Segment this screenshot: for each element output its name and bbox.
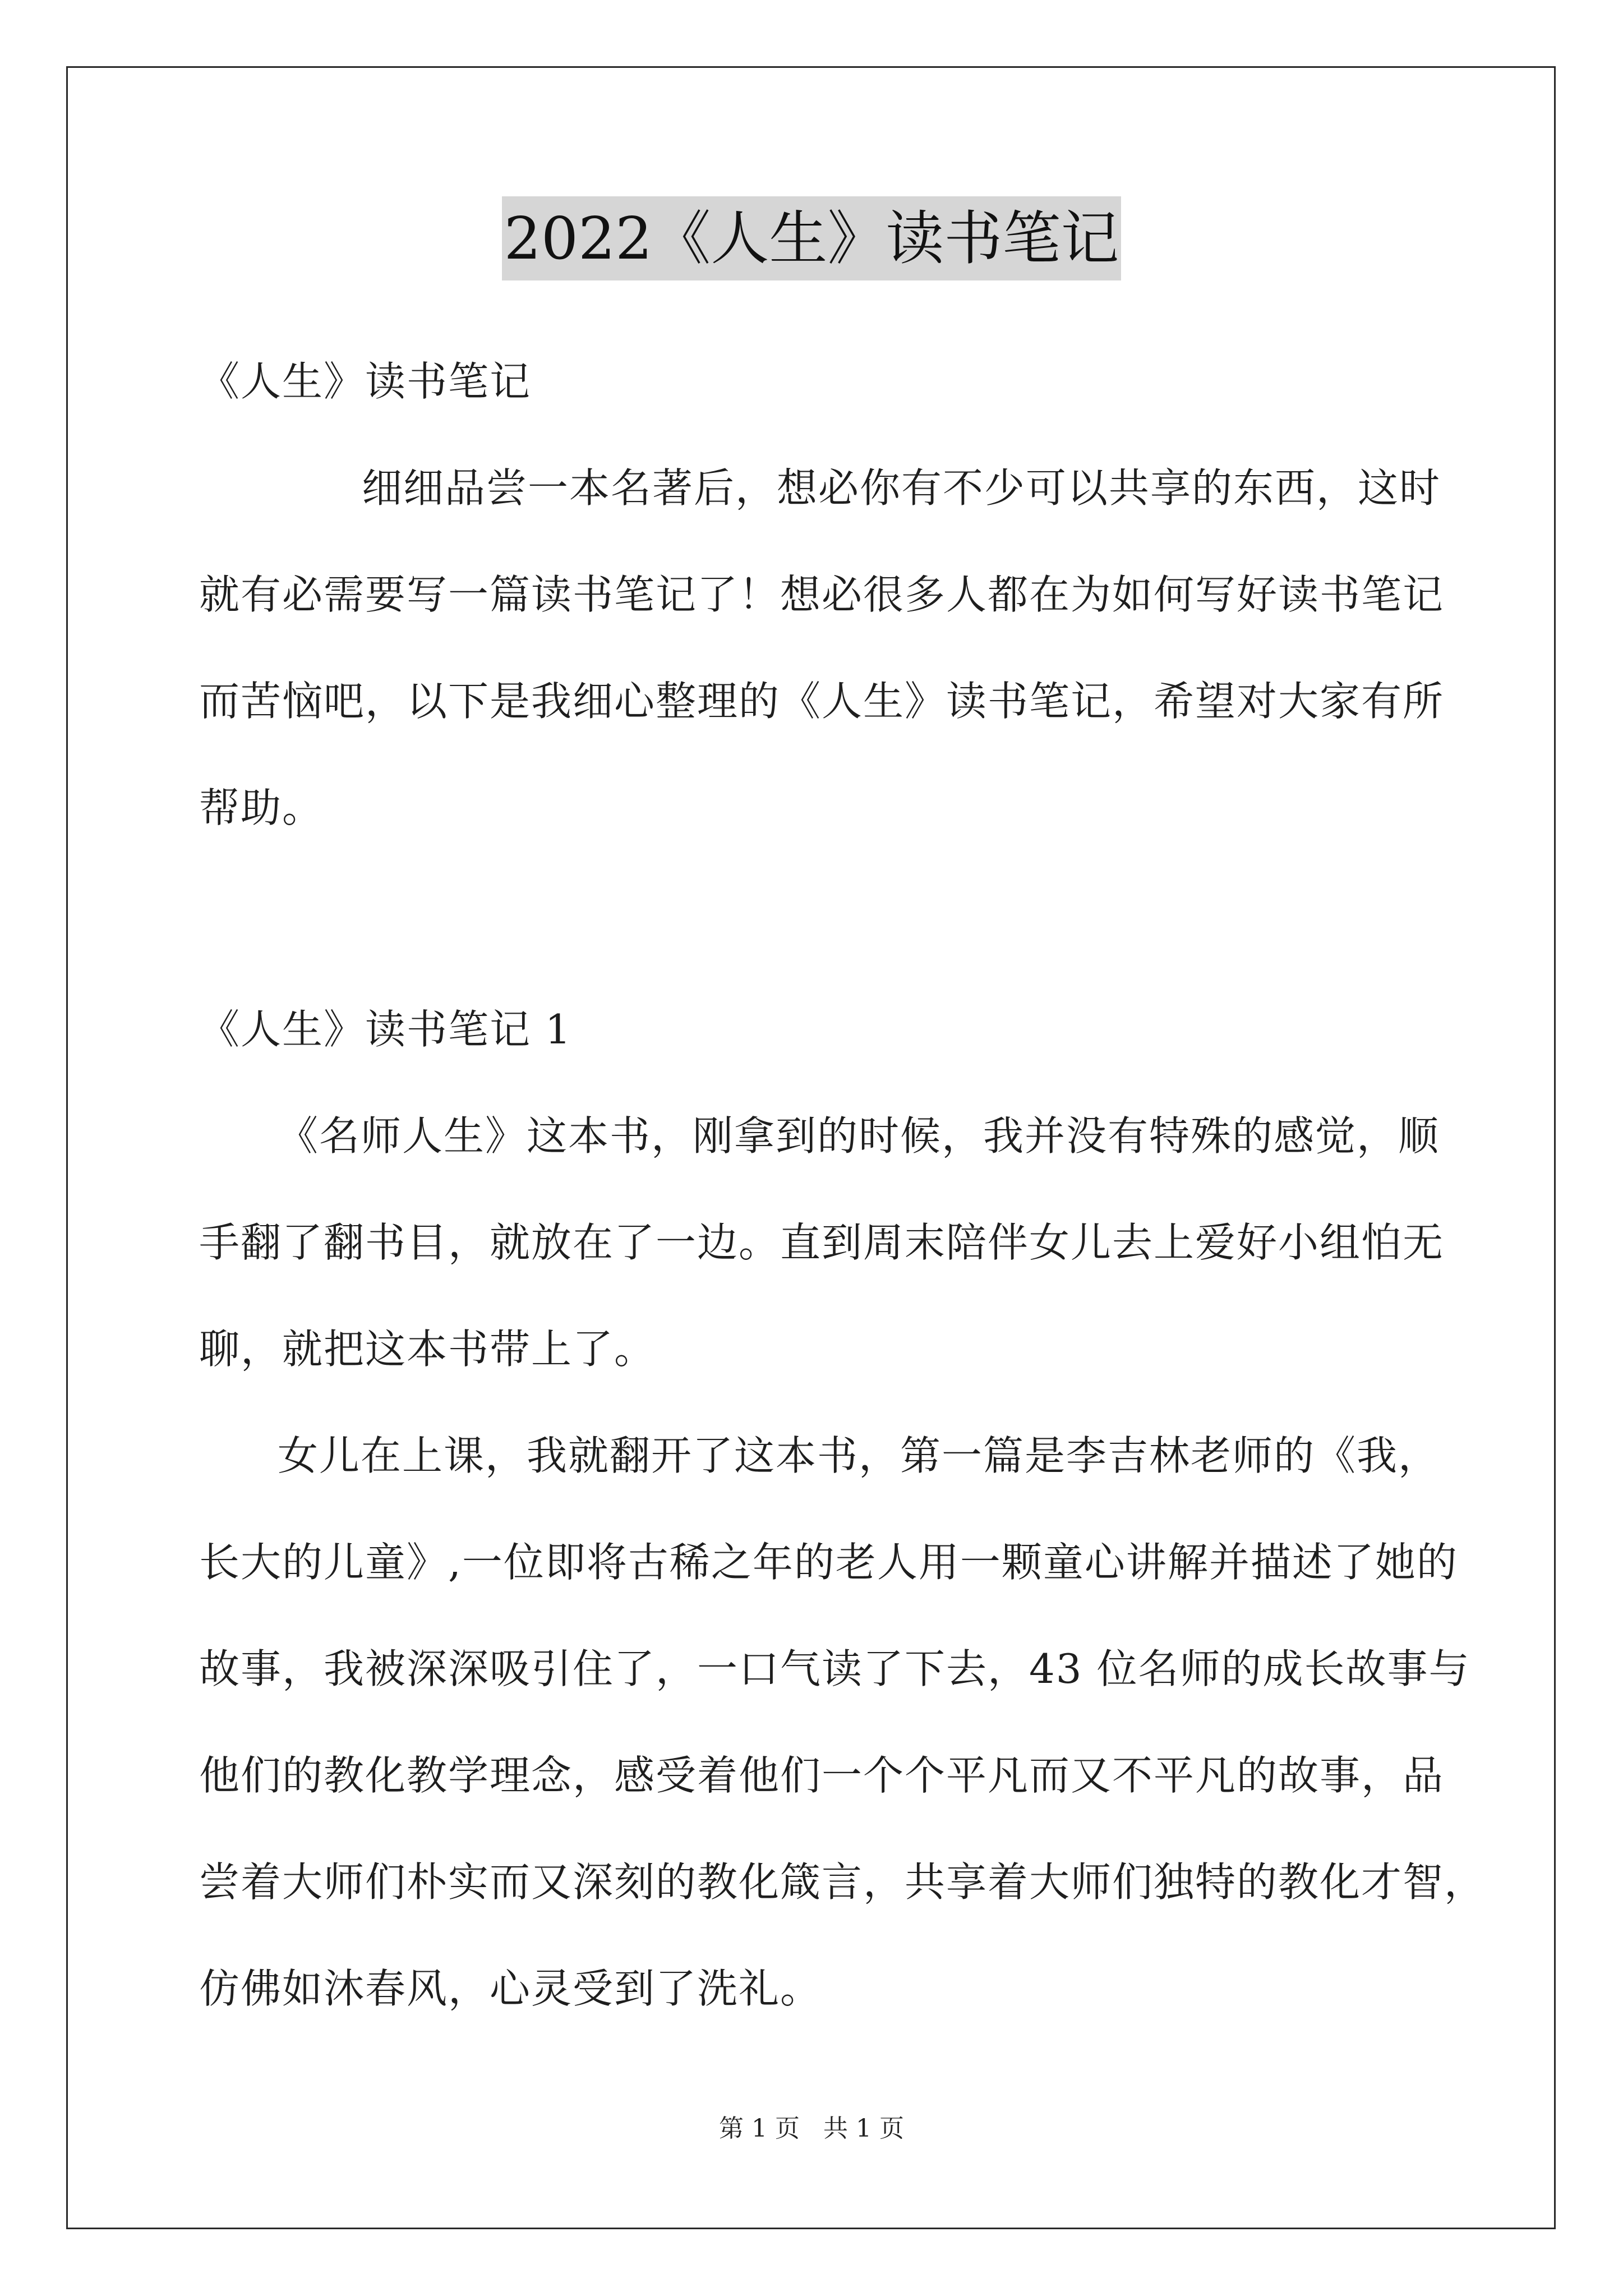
intro-line-4: 帮助。 [199,784,324,831]
paragraph2-line-5: 尝着大师们朴实而又深刻的教化箴言，共享着大师们独特的教化才智， [199,1858,1486,1906]
intro-heading: 《人生》读书笔记 [199,358,532,405]
paragraph1-line-2: 手翻了翻书目，就放在了一边。直到周末陪伴女儿去上爱好小组怕无 [199,1219,1445,1266]
intro-line-1: 细细品尝一本名著后，想必你有不少可以共享的东西，这时 [362,464,1441,512]
intro-line-3: 而苦恼吧，以下是我细心整理的《人生》读书笔记，希望对大家有所 [199,678,1445,725]
title-container [0,196,1623,280]
page-number-total: 共 1 页 [823,2114,904,2143]
paragraph2-line-2: 长大的儿童》,一位即将古稀之年的老人用一颗童心讲解并描述了她的 [199,1539,1458,1586]
paragraph2-line-1: 女儿在上课，我就翻开了这本书，第一篇是李吉林老师的《我， [278,1432,1440,1479]
intro-line-2: 就有必需要写一篇读书笔记了！想必很多人都在为如何写好读书笔记 [199,571,1445,618]
paragraph1-line-1: 《名师人生》这本书，刚拿到的时候，我并没有特殊的感觉，顺 [278,1112,1440,1159]
page-number-current: 第 1 页 [719,2114,800,2143]
paragraph2-line-4: 他们的教化教学理念，感受着他们一个个平凡而又不平凡的故事，品 [199,1752,1445,1799]
paragraph1-line-3: 聊，就把这本书带上了。 [199,1326,656,1373]
section-heading: 《人生》读书笔记 1 [199,1006,572,1053]
page-footer [0,2112,1623,2146]
paragraph2-line-3: 故事，我被深深吸引住了，一口气读了下去，43 位名师的成长故事与 [199,1645,1470,1692]
paragraph2-line-6: 仿佛如沐春风，心灵受到了洗礼。 [199,1965,822,2012]
document-title: 2022《人生》读书笔记 [502,196,1122,280]
